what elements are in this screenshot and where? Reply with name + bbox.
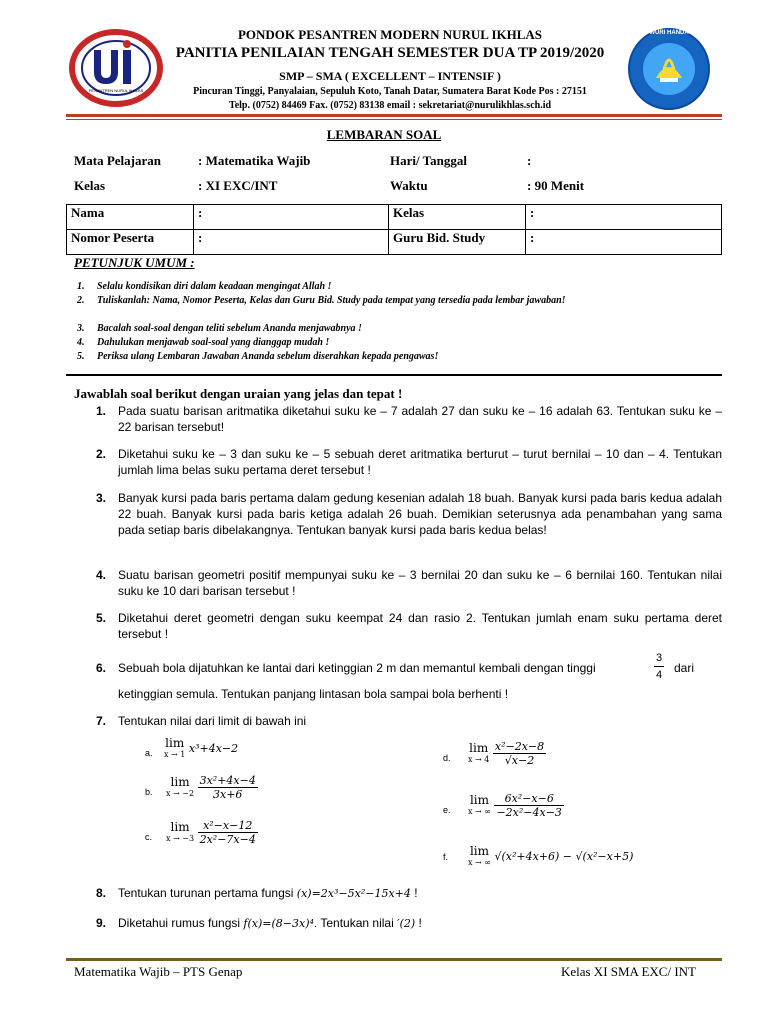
limit-operator: lim x → −3 [166,819,195,843]
question-text: Diketahui suku ke – 3 dan suku ke – 5 sebuah deret aritmatika berturut – turut bernilai – 10 dan – 4. Tentukan jumlah lima belas suku pertama deret tersebut ! [118,447,722,477]
instruction-item [77,294,721,307]
school-logo-caption: PESANTREN NURUL IKHLAS [88,88,144,93]
teacher-label: Guru Bid. Study [389,230,526,255]
question-number: 9. [96,916,107,930]
identity-table [66,204,722,255]
question-number: 3. [96,491,107,505]
question-text: Pada suatu barisan aritmatika diketahui suku ke – 7 adalah 27 dan suku ke – 16 adalah 63. Tentukan suku ke – 22 barisan tersebut! [118,404,722,434]
subject-value: : Matematika Wajib [198,153,311,168]
fraction-numerator: 3x²+4x−4 [199,774,256,787]
question-text-2: . Tentukan nilai [313,916,394,930]
question-number: 8. [96,886,107,900]
limit-e [468,792,564,819]
fraction-denominator: 4 [656,669,663,681]
question-number: 7. [96,714,107,728]
limit-f [468,846,633,868]
question-9 [96,915,722,932]
tut-wuri-handayani-logo [626,26,712,112]
limit-expression: x³+4x−2 [188,742,239,755]
question-8 [96,885,722,902]
name-field[interactable]: : [194,205,389,230]
fraction-numerator: x²−x−12 [198,819,258,833]
limit-label-f: f. [443,852,449,862]
page-title: LEMBARAN SOAL [326,127,442,142]
limit-label-d: d. [443,753,451,763]
question-end: ! [414,886,418,900]
instruction-text: Selalu kondisikan diri dalam keadaan mengingat Allah ! [97,281,332,292]
limit-operator: lim x → −2 [166,774,195,798]
function-expression: f(x)=(8−3x)⁴ [243,917,314,930]
question-text: Tentukan nilai dari limit di bawah ini [118,714,307,728]
question-number: 6. [96,661,107,675]
limit-c [166,819,258,846]
limit-d [468,740,546,767]
section-divider [66,374,722,376]
limit-operator: lim x → ∞ [468,792,491,816]
questions-intro: Jawablah soal berikut dengan uraian yang jelas dan tepat ! [74,386,403,401]
time-label: Waktu [390,178,428,193]
kelas-field[interactable]: : [526,205,722,230]
fraction-denominator: √x−2 [504,754,535,767]
day-value: : [527,153,532,168]
limit-operator: lim x → 4 [468,740,490,764]
table-row [67,205,722,230]
limit-b [166,774,258,801]
question-text: Sebuah bola dijatuhkan ke lantai dari ketinggian 2 m dan memantul kembali dengan tinggi [118,661,596,675]
tut-wuri-text: TUT WURI HANDAYANI [636,30,702,36]
limit-operator: lim x → ∞ [468,844,491,867]
question-2 [96,446,722,478]
class-label: Kelas [74,178,106,193]
school-address: Pincuran Tinggi, Panyalaian, Sepuluh Koto, Tanah Datar, Sumatera Barat Kode Pos : 27151 [193,86,587,97]
limit-fraction [494,792,563,819]
limit-fraction [198,774,258,801]
limit-fraction [198,819,258,846]
limit-label-b: b. [145,787,153,797]
question-number: 4. [96,568,107,582]
question-6 [96,652,722,681]
instruction-num: 1. [77,281,85,292]
question-7 [96,713,722,729]
instruction-num: 5. [77,351,85,362]
question-text: Diketahui rumus fungsi [118,916,241,930]
limit-label-c: c. [145,832,153,842]
instruction-item [77,350,721,363]
limit-label-e: e. [443,805,451,815]
number-label: Nomor Peserta [67,230,194,255]
question-text: Banyak kursi pada baris pertama dalam gedung kesenian adalah 18 buah. Banyak kursi pada baris kedua adalah 22 buah. Banyak kursi pada baris ketiga adalah 26 buah. Demikian seterusnya ada penambahan yang sama pada setiap baris dibelakangnya. Tentukan banyak kursi pada baris kedua belas! [118,491,722,537]
instruction-num: 4. [77,337,85,348]
day-label: Hari/ Tanggal [390,153,467,168]
school-name: PONDOK PESANTREN MODERN NURUL IKHLAS [237,27,543,42]
fraction-denominator: 3x+6 [213,788,243,801]
limit-operator: lim x → 1 [164,736,186,759]
instruction-item [77,336,721,349]
question-text: Tentukan turunan pertama fungsi [118,886,294,900]
instruction-item [77,322,721,335]
time-value: : 90 Menit [527,178,585,193]
derivative-value: ′(2) [397,917,416,930]
name-label: Nama [67,205,194,230]
footer-right: Kelas XI SMA EXC/ INT [560,964,696,979]
question-text: ketinggian semula. Tentukan panjang lintasan bola sampai bola berhenti ! [118,687,509,701]
number-field[interactable]: : [194,230,389,255]
function-expression: (x)=2x³−5x²−15x+4 [296,887,411,900]
school-contact: Telp. (0752) 84469 Fax. (0752) 83138 email : sekretariat@nurulikhlas.sch.id [228,100,552,111]
instruction-text: Bacalah soal-soal dengan teliti sebelum Ananda menjawabnya ! [97,323,362,334]
question-text-b: dari [674,661,695,675]
question-4 [96,567,722,599]
instruction-num: 3. [77,323,85,334]
question-number: 5. [96,611,107,625]
fraction-numerator: x²−2x−8 [494,740,545,753]
school-logo [68,28,164,108]
fraction-denominator: 2x²−7x−4 [199,833,256,846]
question-number: 1. [96,404,107,418]
committee-name: PANITIA PENILAIAN TENGAH SEMESTER DUA TP 2019/2020 [175,45,605,61]
question-6-line2 [118,686,722,702]
limit-expression: √(x²+4x+6) − √(x²−x+5) [494,850,634,863]
header-divider [66,114,722,117]
fraction-numerator: 6x²−x−6 [494,792,563,806]
question-number: 2. [96,447,107,461]
instruction-num: 2. [77,295,85,306]
footer-divider [66,958,722,961]
question-end: ! [418,916,422,930]
instruction-text: Dahulukan menjawab soal-soal yang dianggap mudah ! [97,337,330,348]
teacher-field[interactable]: : [526,230,722,255]
question-3 [96,490,722,538]
instruction-item [77,280,721,293]
school-level: SMP – SMA ( EXCELLENT – INTENSIF ) [279,69,501,83]
question-1 [96,403,722,435]
header-divider-thin [66,119,722,120]
instructions-title: PETUNJUK UMUM : [74,255,195,270]
question-text: Diketahui deret geometri dengan suku keempat 24 dan rasio 2. Tentukan jumlah enam suku pertama deret tersebut ! [118,611,722,641]
footer-left: Matematika Wajib – PTS Genap [74,964,243,979]
class-value: : XI EXC/INT [198,178,278,193]
limit-fraction [493,740,546,767]
fraction [654,650,664,683]
limit-label-a: a. [145,748,153,758]
instruction-text: Periksa ulang Lembaran Jawaban Ananda sebelum diserahkan kepada pengawas! [97,351,439,362]
limit-a [164,738,238,760]
question-5 [96,610,722,642]
fraction-numerator: 3 [654,650,664,667]
question-text: Suatu barisan geometri positif mempunyai suku ke – 3 bernilai 20 dan suku ke – 6 bernilai 160. Tentukan nilai suku ke 10 dari barisan tersebut ! [118,568,722,598]
table-row [67,230,722,255]
instruction-text: Tuliskanlah: Nama, Nomor Peserta, Kelas dan Guru Bid. Study pada tempat yang tersedia pada lembar jawaban! [97,295,566,306]
subject-label: Mata Pelajaran [74,153,162,168]
kelas-label: Kelas [389,205,526,230]
fraction-denominator: −2x²−4x−3 [496,806,562,819]
